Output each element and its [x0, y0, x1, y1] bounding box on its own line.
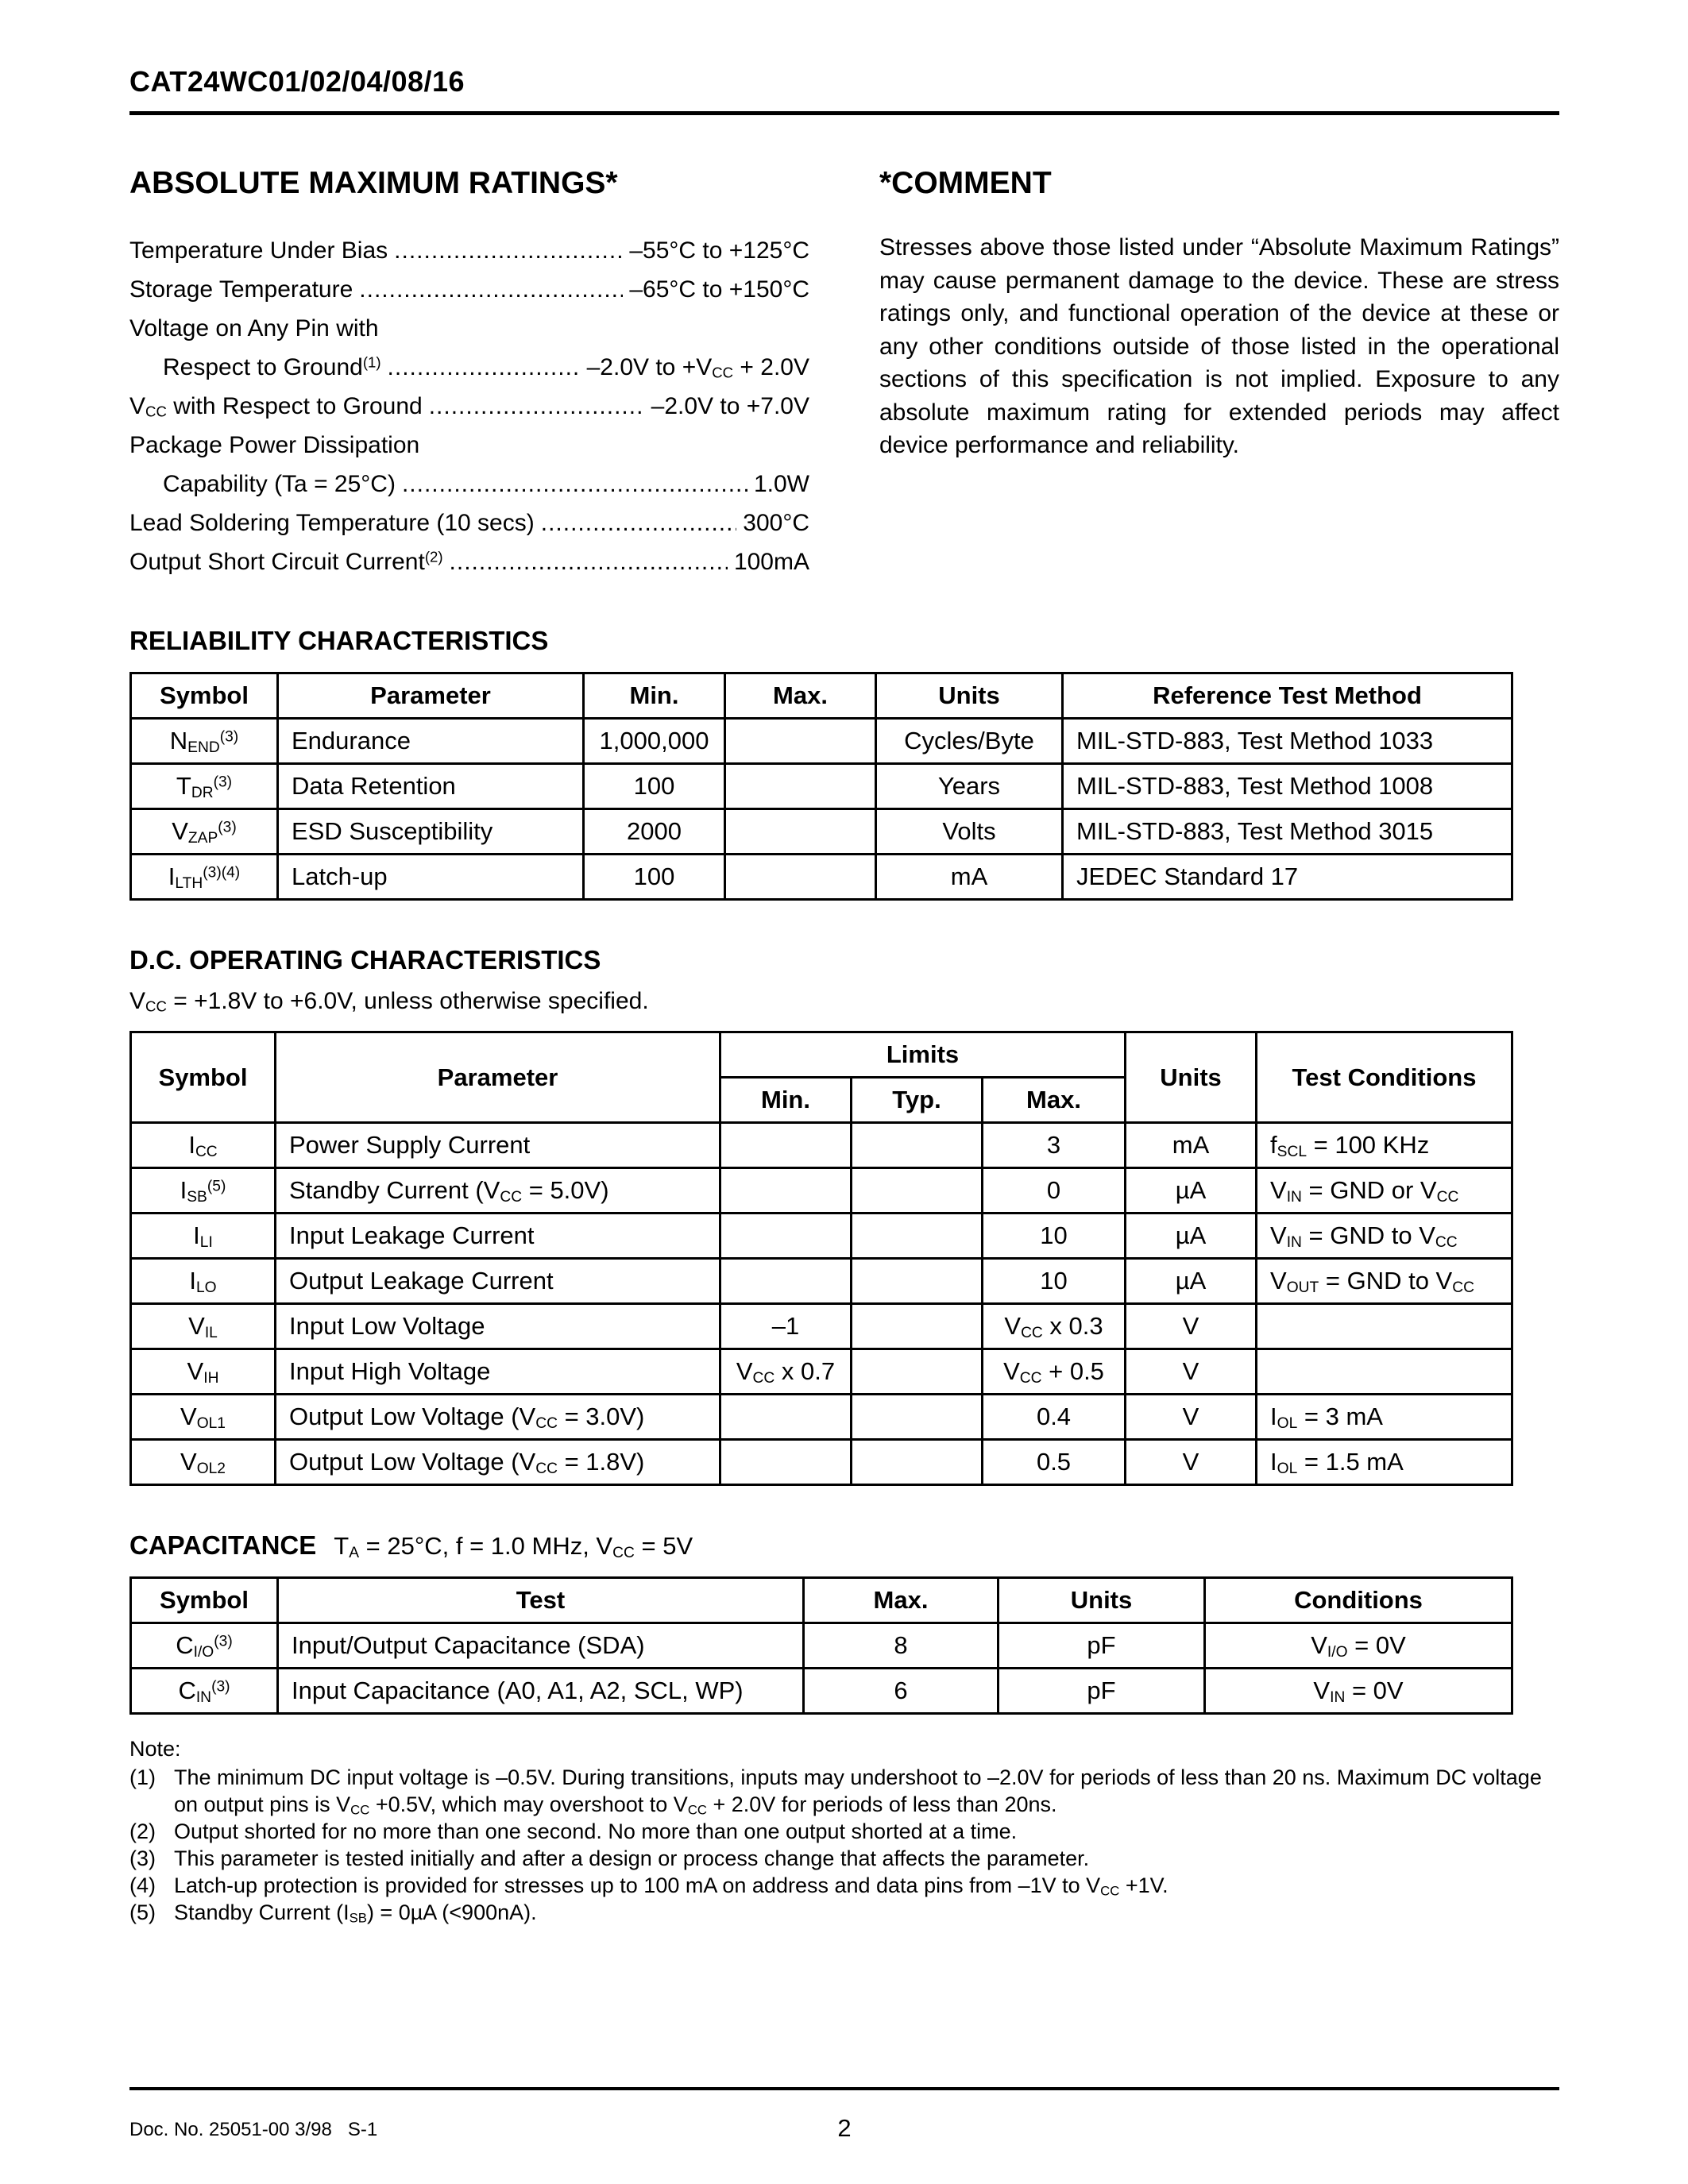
column-header-reference: Reference Test Method [1063, 673, 1512, 719]
note-item [129, 1899, 1559, 1926]
column-header-typ: Typ. [852, 1078, 983, 1123]
cell-parameter: Input Low Voltage [276, 1304, 720, 1349]
capacitance-title [129, 1530, 1559, 1561]
note-text: This parameter is tested initially and after a design or process change that affects the parameter. [174, 1846, 1090, 1870]
rating-value: 1.0W [753, 471, 809, 497]
rating-value: 300°C [743, 510, 809, 536]
cell-test: Input/Output Capacitance (SDA) [278, 1623, 804, 1669]
abs-max-title: ABSOLUTE MAXIMUM RATINGS* [129, 166, 618, 200]
cell-symbol: $V_{IL}$ [131, 1304, 276, 1349]
capacitance-subtitle: $T_A = 25^\circ C$, f = 1.0 MHz, $V_{CC} = 5V$ [334, 1532, 693, 1561]
cell-parameter: Power Supply Current [276, 1123, 720, 1168]
cell-symbol: $I_{LO}$ [131, 1259, 276, 1304]
rating-label: Respect to Ground$^{(1)}$ [163, 353, 381, 380]
cell-symbol: $T_{DR}^{(3)}$ [131, 764, 278, 809]
cell-symbol: $N_{END}^{(3)}$ [131, 719, 278, 764]
note-item [129, 1764, 1559, 1818]
cell-test-conditions: $f_{SCL} = 100$ KHz [1257, 1123, 1512, 1168]
column-header-test-conditions: Test Conditions [1257, 1032, 1512, 1123]
cell-max: $V_{CC} + 0.5$ [983, 1349, 1126, 1395]
column-header-min: Min. [584, 673, 725, 719]
cell-units: µA [1126, 1168, 1257, 1214]
rating-value: 100mA [733, 549, 809, 575]
cell-max: 6 [804, 1669, 999, 1714]
table-row [131, 809, 1512, 855]
table-row [131, 1123, 1512, 1168]
cell-min: $V_{CC}$ x 0.7 [720, 1349, 852, 1395]
cell-typ [852, 1259, 983, 1304]
column-header-max: Max. [725, 673, 876, 719]
cell-max: 10 [983, 1259, 1126, 1304]
table-row [131, 1440, 1512, 1485]
rating-line [129, 465, 809, 504]
column-header-min: Min. [720, 1078, 852, 1123]
cell-units: Volts [876, 809, 1063, 855]
abs-max-section [129, 166, 809, 581]
dot-leader [450, 542, 728, 581]
cell-units: V [1126, 1395, 1257, 1440]
cell-units: Cycles/Byte [876, 719, 1063, 764]
rating-value: –65°C to +150°C [629, 276, 809, 303]
table-header-row [131, 673, 1512, 719]
cell-test-conditions: $V_{IN}$ = GND to $V_{CC}$ [1257, 1214, 1512, 1259]
cell-symbol: $V_{IH}$ [131, 1349, 276, 1395]
cell-conditions: $V_{I/O} = 0V$ [1205, 1623, 1512, 1669]
dot-leader [388, 348, 581, 387]
cell-units: pF [999, 1669, 1205, 1714]
note-item [129, 1845, 1559, 1872]
cell-max: $V_{CC}$ x 0.3 [983, 1304, 1126, 1349]
dot-leader [394, 231, 623, 270]
dc-table [129, 1031, 1513, 1486]
cell-parameter: Standby Current $(V_{CC} = 5.0V)$ [276, 1168, 720, 1214]
cell-typ [852, 1395, 983, 1440]
column-header-symbol: Symbol [131, 1578, 278, 1623]
comment-section [879, 166, 1559, 581]
cell-min: 1,000,000 [584, 719, 725, 764]
column-header-conditions: Conditions [1205, 1578, 1512, 1623]
note-text: The minimum DC input voltage is –0.5V. During transitions, inputs may undershoot to –2.0V for periods of less than 20 ns. Maximum DC voltage on output pins is $V_{CC} +0.5V$, which may overshoot to $V_{CC} + 2.0V$ for periods of less than 20ns. [174, 1765, 1542, 1818]
cell-min: 100 [584, 764, 725, 809]
cell-typ [852, 1349, 983, 1395]
table-row [131, 855, 1512, 900]
rating-line [129, 426, 809, 465]
cell-reference: MIL-STD-883, Test Method 1033 [1063, 719, 1512, 764]
cell-units: Years [876, 764, 1063, 809]
cell-max: 0.5 [983, 1440, 1126, 1485]
cell-min [720, 1214, 852, 1259]
cell-reference: MIL-STD-883, Test Method 1008 [1063, 764, 1512, 809]
note-item [129, 1872, 1559, 1899]
cell-reference: MIL-STD-883, Test Method 3015 [1063, 809, 1512, 855]
cell-max: 10 [983, 1214, 1126, 1259]
table-row [131, 1395, 1512, 1440]
cell-symbol: $V_{OL2}$ [131, 1440, 276, 1485]
cell-symbol: $C_{I/O}^{(3)}$ [131, 1623, 278, 1669]
rating-line [129, 231, 809, 270]
column-header-max: Max. [983, 1078, 1126, 1123]
dot-leader [541, 504, 737, 542]
cell-test-conditions: $V_{OUT}$ = GND to $V_{CC}$ [1257, 1259, 1512, 1304]
cell-units: V [1126, 1440, 1257, 1485]
rating-label: Lead Soldering Temperature (10 secs) [129, 510, 535, 536]
dot-leader [402, 465, 747, 504]
column-header-test: Test [278, 1578, 804, 1623]
cell-units: µA [1126, 1259, 1257, 1304]
cell-parameter: ESD Susceptibility [278, 809, 584, 855]
cell-max: 8 [804, 1623, 999, 1669]
rating-line [129, 387, 809, 426]
cell-symbol: $I_{SB}^{(5)}$ [131, 1168, 276, 1214]
cell-max: 0 [983, 1168, 1126, 1214]
comment-body: Stresses above those listed under “Absolute Maximum Ratings” may cause permanent damage to the device. These are stress ratings only, and functional operation of the device at these or any other conditions outside of those listed in the operational sections of this specification is not implied. Exposure to any absolute maximum rating for extended periods may affect device performance and reliability. [879, 234, 1559, 458]
cell-parameter: Input High Voltage [276, 1349, 720, 1395]
rating-label: Voltage on Any Pin with [129, 315, 379, 341]
capacitance-title-text: CAPACITANCE [129, 1530, 317, 1560]
cell-typ [852, 1304, 983, 1349]
top-columns [129, 166, 1559, 581]
cell-max [725, 855, 876, 900]
cell-reference: JEDEC Standard 17 [1063, 855, 1512, 900]
cell-symbol: $I_{CC}$ [131, 1123, 276, 1168]
cell-units: mA [876, 855, 1063, 900]
dc-subtitle: $V_{CC} = +1.8V$ to +6.0V, unless otherwise specified. [129, 988, 649, 1015]
cell-min [720, 1123, 852, 1168]
cell-conditions: $V_{IN} = 0V$ [1205, 1669, 1512, 1714]
column-header-units: Units [1126, 1032, 1257, 1123]
cell-units: µA [1126, 1214, 1257, 1259]
table-row [131, 1349, 1512, 1395]
cell-max [725, 719, 876, 764]
cell-symbol: $I_{LTH}^{(3)(4)}$ [131, 855, 278, 900]
column-header-parameter: Parameter [276, 1032, 720, 1123]
rating-label: Temperature Under Bias [129, 237, 388, 264]
footer-rule [129, 2087, 1559, 2090]
dc-section [129, 945, 1559, 1486]
cell-parameter: Endurance [278, 719, 584, 764]
cell-min: –1 [720, 1304, 852, 1349]
rating-label: Storage Temperature [129, 276, 353, 303]
cell-typ [852, 1440, 983, 1485]
cell-parameter: Data Retention [278, 764, 584, 809]
cell-min: 2000 [584, 809, 725, 855]
footer-page-number: 2 [837, 2114, 852, 2142]
footer-doc-number: Doc. No. 25051-00 3/98 S-1 [129, 2119, 378, 2140]
rating-label: $V_{CC}$ with Respect to Ground [129, 393, 423, 420]
table-row [131, 1623, 1512, 1669]
note-number: (5) [129, 1900, 156, 1924]
table-row [131, 1304, 1512, 1349]
cell-test: Input Capacitance (A0, A1, A2, SCL, WP) [278, 1669, 804, 1714]
rating-line [129, 348, 809, 387]
cell-test-conditions [1257, 1304, 1512, 1349]
rating-line [129, 309, 809, 348]
cell-units: V [1126, 1349, 1257, 1395]
column-header-max: Max. [804, 1578, 999, 1623]
cell-test-conditions: $I_{OL} = 3$ mA [1257, 1395, 1512, 1440]
rating-line [129, 270, 809, 309]
note-item [129, 1818, 1559, 1845]
cell-symbol: $C_{IN}^{(3)}$ [131, 1669, 278, 1714]
cell-max [725, 809, 876, 855]
column-header-units: Units [999, 1578, 1205, 1623]
comment-title: *COMMENT [879, 166, 1052, 200]
header-rule [129, 111, 1559, 115]
rating-label: Output Short Circuit Current$^{(2)}$ [129, 548, 443, 575]
table-row [131, 1214, 1512, 1259]
cell-test-conditions: $V_{IN}$ = GND or $V_{CC}$ [1257, 1168, 1512, 1214]
abs-max-list [129, 231, 809, 581]
page-footer [129, 2087, 1559, 2146]
column-header-parameter: Parameter [278, 673, 584, 719]
cell-typ [852, 1214, 983, 1259]
table-header-row [131, 1578, 1512, 1623]
cell-units: pF [999, 1623, 1205, 1669]
column-header-symbol: Symbol [131, 673, 278, 719]
cell-min: 100 [584, 855, 725, 900]
note-number: (4) [129, 1873, 156, 1897]
cell-typ [852, 1123, 983, 1168]
note-text: Latch-up protection is provided for stresses up to 100 mA on address and data pins from –1V to $V_{CC} +1V$. [174, 1873, 1168, 1899]
rating-value: –2.0V to +7.0V [651, 393, 809, 419]
rating-value: –2.0V to $+V_{CC} + 2.0V$ [586, 354, 809, 381]
cell-parameter: Output Leakage Current [276, 1259, 720, 1304]
reliability-section [129, 626, 1559, 901]
note-number: (1) [129, 1765, 156, 1789]
cell-parameter: Input Leakage Current [276, 1214, 720, 1259]
rating-label: Package Power Dissipation [129, 432, 420, 458]
cell-symbol: $V_{ZAP}^{(3)}$ [131, 809, 278, 855]
cell-test-conditions: $I_{OL} = 1.5$ mA [1257, 1440, 1512, 1485]
cell-max: 0.4 [983, 1395, 1126, 1440]
table-row [131, 1669, 1512, 1714]
page-title: CAT24WC01/02/04/08/16 [129, 65, 465, 98]
cell-min [720, 1395, 852, 1440]
cell-max: 3 [983, 1123, 1126, 1168]
capacitance-table [129, 1576, 1513, 1715]
cell-min [720, 1440, 852, 1485]
cell-parameter: Latch-up [278, 855, 584, 900]
cell-symbol: $V_{OL1}$ [131, 1395, 276, 1440]
footer-row [129, 2114, 1559, 2146]
rating-label: Capability (Ta = 25°C) [163, 471, 396, 497]
table-row [131, 1259, 1512, 1304]
reliability-title: RELIABILITY CHARACTERISTICS [129, 626, 549, 655]
dot-leader [359, 270, 623, 309]
cell-parameter: Output Low Voltage $(V_{CC} = 1.8V)$ [276, 1440, 720, 1485]
rating-value: –55°C to +125°C [629, 237, 809, 264]
notes-section [129, 1735, 1559, 1926]
column-header-symbol: Symbol [131, 1032, 276, 1123]
dc-title: D.C. OPERATING CHARACTERISTICS [129, 945, 601, 974]
cell-units: V [1126, 1304, 1257, 1349]
table-row [131, 1168, 1512, 1214]
cell-min [720, 1168, 852, 1214]
note-number: (2) [129, 1819, 156, 1843]
cell-typ [852, 1168, 983, 1214]
notes-label: Note: [129, 1737, 181, 1761]
note-text: Output shorted for no more than one second. No more than one output shorted at a time. [174, 1819, 1018, 1843]
note-number: (3) [129, 1846, 156, 1870]
cell-units: mA [1126, 1123, 1257, 1168]
rating-line [129, 504, 809, 542]
column-header-limits: Limits [720, 1032, 1126, 1078]
cell-max [725, 764, 876, 809]
dot-leader [429, 387, 645, 426]
rating-line [129, 542, 809, 581]
cell-min [720, 1259, 852, 1304]
table-row [131, 764, 1512, 809]
table-row [131, 719, 1512, 764]
column-header-units: Units [876, 673, 1063, 719]
note-text: Standby Current $(I_{SB}) = 0\mu A$ (<900nA). [174, 1900, 537, 1926]
cell-symbol: $I_{LI}$ [131, 1214, 276, 1259]
table-header-row [131, 1032, 1512, 1078]
cell-parameter: Output Low Voltage $(V_{CC} = 3.0V)$ [276, 1395, 720, 1440]
capacitance-section [129, 1530, 1559, 1715]
cell-test-conditions [1257, 1349, 1512, 1395]
reliability-table [129, 672, 1513, 901]
